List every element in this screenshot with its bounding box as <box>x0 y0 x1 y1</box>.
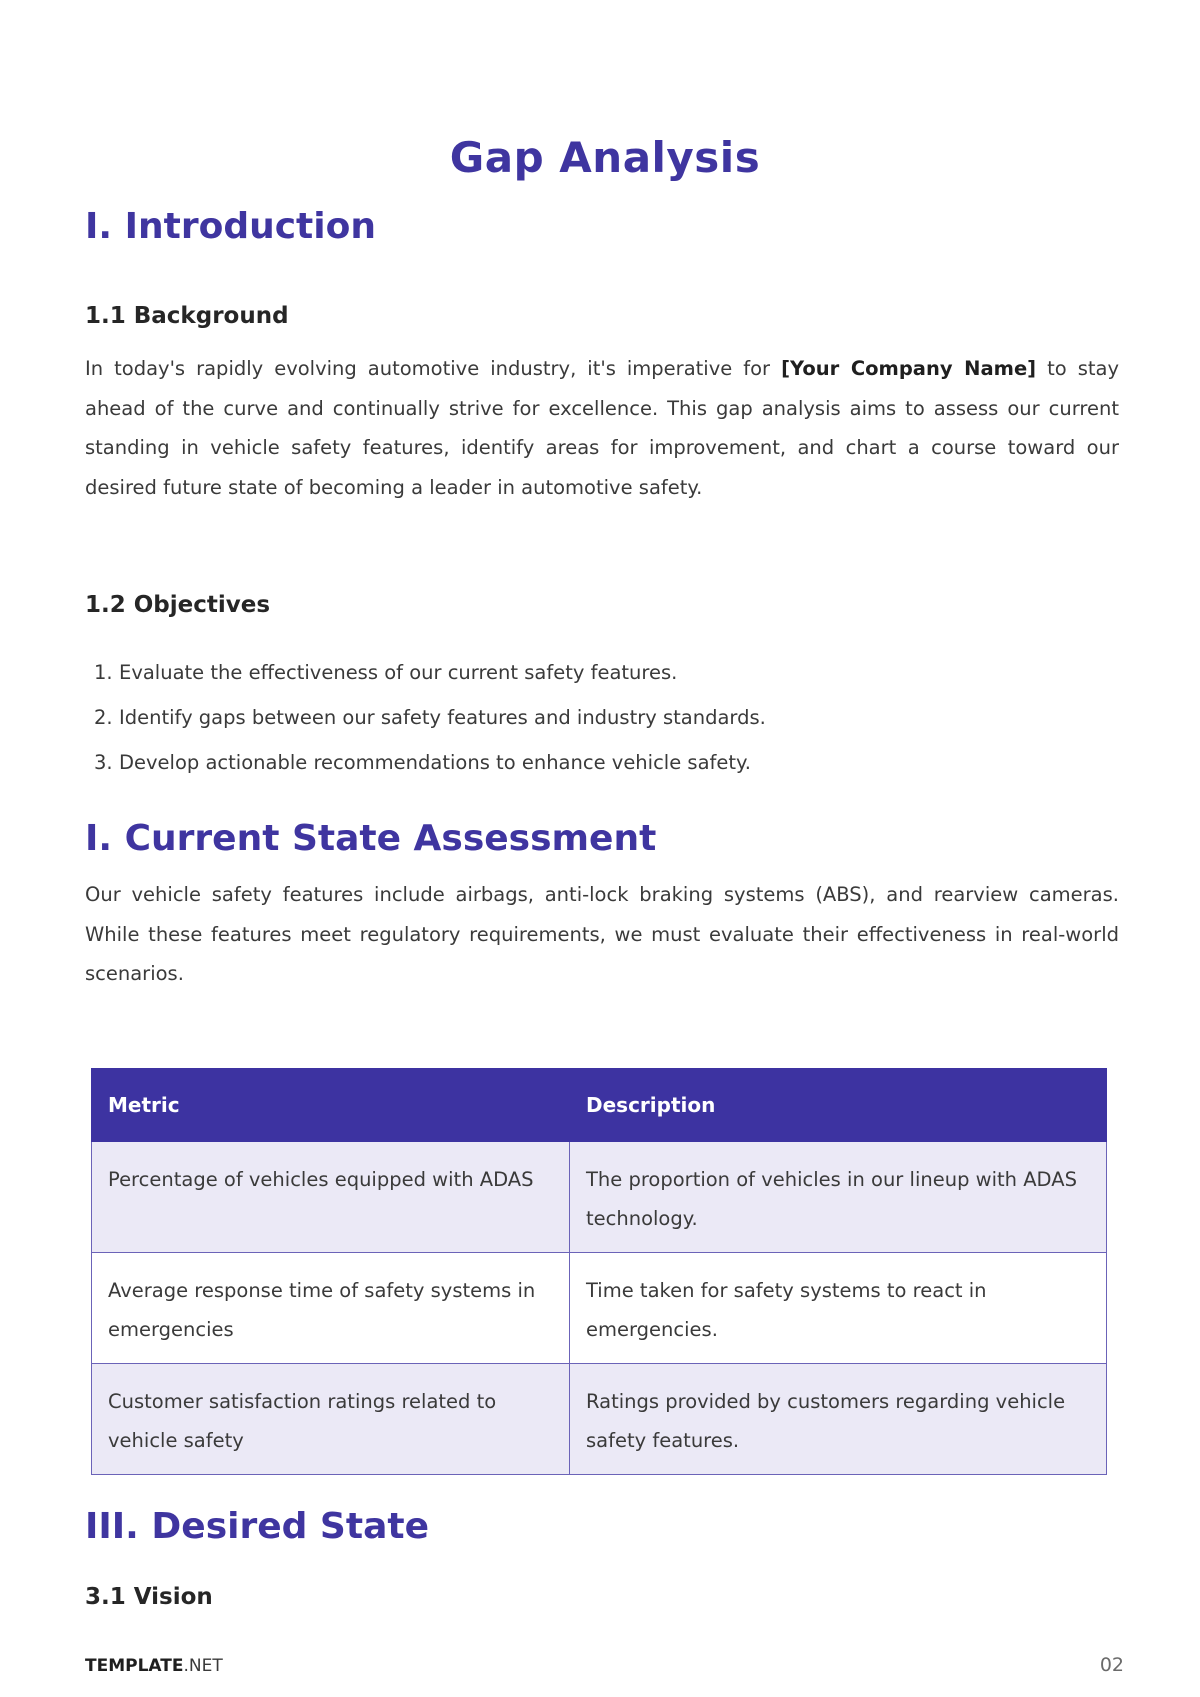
table-row <box>92 1364 1107 1475</box>
list-item <box>94 745 766 790</box>
metric-cell: Percentage of vehicles equipped with ADAS <box>92 1142 570 1253</box>
introduction-heading: I. Introduction <box>85 206 376 247</box>
list-item-text: Identify gaps between our safety features and industry standards. <box>119 706 766 729</box>
list-item-text: Evaluate the effectiveness of our current safety features. <box>119 661 678 684</box>
list-item <box>94 700 766 745</box>
description-cell: Ratings provided by customers regarding vehicle safety features. <box>570 1364 1107 1475</box>
vision-heading: 3.1 Vision <box>85 1584 213 1610</box>
footer-brand-logo <box>85 1656 223 1676</box>
list-item-number: 3. <box>94 751 113 774</box>
column-header-metric: Metric <box>92 1069 570 1142</box>
metric-cell: Average response time of safety systems in emergencies <box>92 1253 570 1364</box>
company-name-placeholder: [Your Company Name] <box>781 357 1037 380</box>
list-item-number: 1. <box>94 661 113 684</box>
metrics-table <box>91 1068 1107 1475</box>
table-row <box>92 1253 1107 1364</box>
brand-name: TEMPLATE <box>85 1656 184 1676</box>
current-state-paragraph: Our vehicle safety features include airbags, anti-lock braking systems (ABS), and rearview cameras. While these features meet regulatory requirements, we must evaluate their effectiveness in real-world scenarios. <box>85 883 1119 985</box>
background-heading: 1.1 Background <box>85 303 289 329</box>
description-cell: Time taken for safety systems to react in emergencies. <box>570 1253 1107 1364</box>
desired-state-heading: III. Desired State <box>85 1506 429 1547</box>
page-number: 02 <box>1099 1654 1124 1676</box>
background-paragraph <box>85 349 1119 507</box>
document-title: Gap Analysis <box>449 133 761 182</box>
column-header-description: Description <box>570 1069 1107 1142</box>
brand-suffix: .NET <box>183 1656 223 1676</box>
list-item <box>94 655 766 700</box>
background-text-end: to stay ahead of the curve and continually strive for excellence. This gap analysis aims to assess our current standing in vehicle safety features, identify areas for improvement, and chart a course toward our desired future state of becoming a leader in automotive safety. <box>85 357 1119 499</box>
list-item-number: 2. <box>94 706 113 729</box>
background-text-start: In today's rapidly evolving automotive industry, it's imperative for <box>85 357 782 380</box>
objectives-list <box>94 655 766 790</box>
metric-cell: Customer satisfaction ratings related to vehicle safety <box>92 1364 570 1475</box>
table-row <box>92 1142 1107 1253</box>
list-item-text: Develop actionable recommendations to enhance vehicle safety. <box>119 751 751 774</box>
objectives-heading: 1.2 Objectives <box>85 592 271 618</box>
table-header-row <box>92 1069 1107 1142</box>
description-cell: The proportion of vehicles in our lineup with ADAS technology. <box>570 1142 1107 1253</box>
current-state-heading: I. Current State Assessment <box>85 818 657 859</box>
